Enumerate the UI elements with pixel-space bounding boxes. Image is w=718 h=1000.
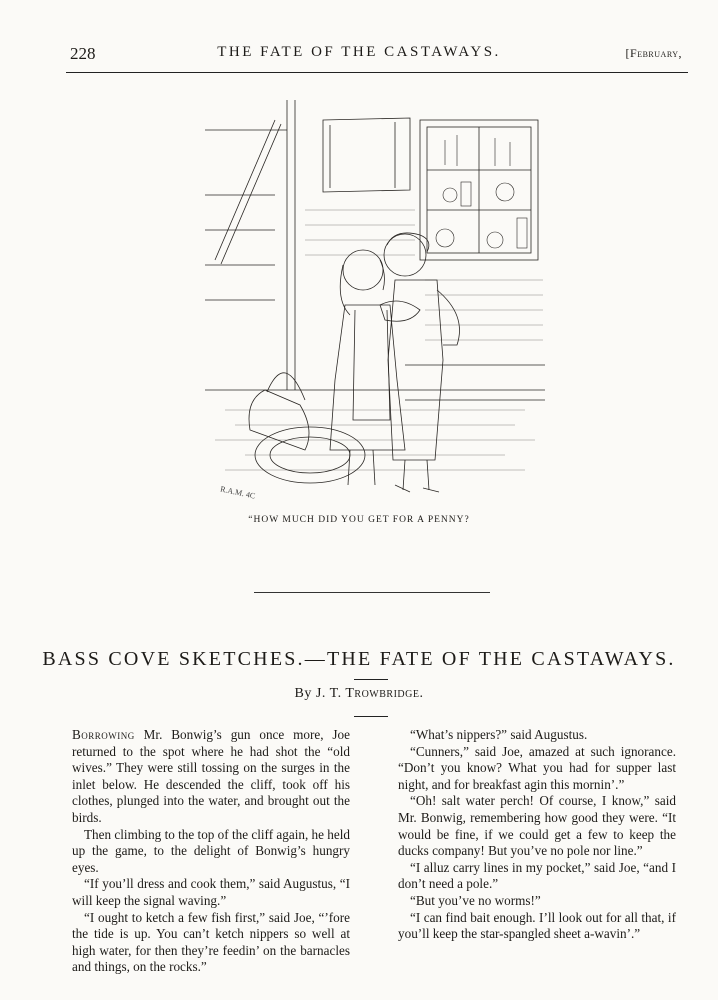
artist-signature: R.A.M. 4C: [219, 484, 257, 501]
title-rule: [354, 679, 388, 680]
paragraph: “I alluz carry lines in my pocket,” said Joe, “and I don’t need a pole.”: [398, 859, 676, 892]
running-title: THE FATE OF THE CASTAWAYS.: [217, 44, 501, 60]
paragraph: Then climbing to the top of the cliff again, he held up the game, to the delight of Bonwig’s hungry eyes.: [72, 826, 350, 875]
paragraph: “Oh! salt water perch! Of course, I know,” said Mr. Bonwig, remembering how good they were. “It would be fine, if we could get a few to keep the ducks company! But you’ve no pole nor line.”: [398, 793, 676, 859]
article-title: BASS COVE SKETCHES.—THE FATE OF THE CASTAWAYS.: [42, 648, 676, 670]
right-column: [398, 727, 676, 943]
page-number: 228: [70, 44, 96, 63]
paragraph: “But you’ve no worms!”: [410, 892, 541, 908]
byline: [0, 686, 718, 702]
byline-rule: [354, 716, 388, 717]
paragraph: “I ought to ketch a few fish first,” said Joe, “’fore the tide is up. You can’t ketch nippers so well at high water, for then they’re feedin’ on the barnacles and things, on the rocks.”: [72, 909, 350, 975]
paragraph: “Cunners,” said Joe, amazed at such ignorance. “Don’t you know? What you had for supper last night, and for breakfast agin this mornin’.”: [398, 743, 676, 792]
paragraph-text: Mr. Bonwig’s gun once more, Joe returned to the spot where he had shot the “old wives.” They were still tossing on the surges in the inlet below. He descended the cliff, took off his clothes, plunged into the water, and brought out the birds.: [72, 727, 350, 825]
lead-word: Borrowing: [72, 727, 135, 742]
header-rule: [66, 72, 688, 73]
left-column: [72, 727, 350, 976]
paragraph: “What’s nippers?” said Augustus.: [410, 727, 588, 742]
byline-prefix: By: [294, 686, 312, 701]
author-name: J. T. Trowbridge.: [315, 686, 424, 701]
paragraph: “If you’ll dress and cook them,” said Augustus, “I will keep the signal waving.”: [72, 876, 350, 908]
paragraph: “I can find bait enough. I’ll look out for all that, if you’ll keep the star-spangled sheet a-wavin’.”: [398, 909, 676, 942]
page-header: [0, 44, 718, 68]
illustration-caption: “HOW MUCH DID YOU GET FOR A PENNY?: [248, 515, 470, 525]
paragraph: [72, 727, 350, 827]
month-label: [February,: [625, 46, 682, 60]
engraving-illustration: [205, 100, 545, 510]
section-divider: [254, 592, 490, 593]
